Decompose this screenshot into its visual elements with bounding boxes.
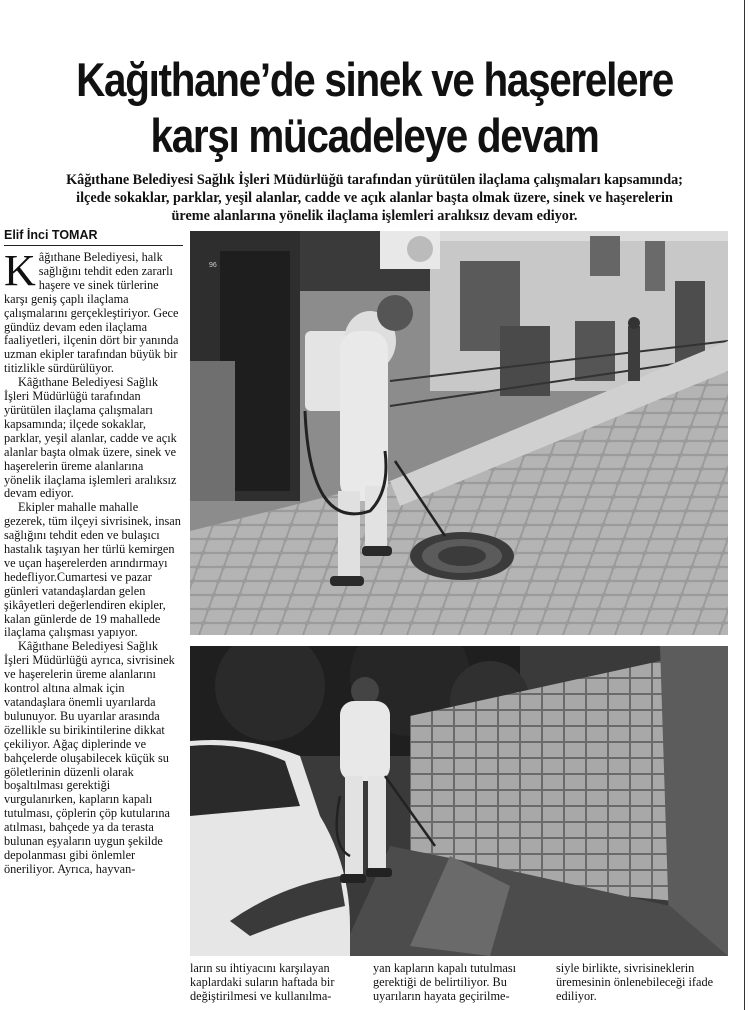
lead-paragraph <box>6 171 743 225</box>
headline-line-1: Kağıthane’de sinek ve haşerelere <box>76 53 673 106</box>
lead-line-1: Kâğıthane Belediyesi Sağlık İşleri Müdürlüğü tarafından yürütülen ilaçlama çalışmaları kapsamında; <box>66 172 683 188</box>
column-2-text: ların su ihtiyacını karşılayan kaplardaki suların haftada bir değiştirilmesi ve kullanılma- <box>190 961 335 1003</box>
column-3-text: yan kapların kapalı tutulması gerektiği de belirtiliyor. Bu uyarıların hayata geçirilme- <box>373 961 517 1003</box>
article-column-4 <box>556 962 728 1004</box>
paragraph-3: Ekipler mahalle mahalle gezerek, tüm ilçeyi sivrisinek, insan sağlığını tehdit eden ve bulaşıcı hastalık taşıyan her türlü kemirgen ve uçan haşerelerden arındırmayı hedefliyor.Cumartesi ve pazar günleri vatandaşlardan gelen şikâyetleri değerlendiren ekipler, kalan günlerde de 19 mahallede ilaçlama çalışması yapıyor. <box>4 500 181 640</box>
page-edge-rule <box>744 0 745 1010</box>
paragraph-1 <box>4 246 182 376</box>
column-4-text: siyle birlikte, sivrisineklerin üremesinin önlenebileceği ifade ediliyor. <box>556 961 714 1003</box>
author-byline: Elif İnci TOMAR <box>4 228 183 246</box>
paragraph-1-text: âğıthane Belediyesi, halk sağlığını tehdit eden zararlı haşere ve sinek türlerine karşı geniş çaplı ilaçlama çalışmalarını gerçekleştiriyor. Gece gündüz devam eden ilaçlama faaliyetleri, ilçenin dört bir yanında uzman ekipler tarafından büyük bir titizlikle sürdürülüyor. <box>4 250 179 376</box>
photo-street-spraying <box>190 231 728 635</box>
paragraph-1-text: K <box>4 246 36 295</box>
paragraph-4: Kâğıthane Belediyesi Sağlık İşleri Müdürlüğü ayrıca, sivrisinek ve haşerelerin üreme alanlarını kontrol altına almak için vatandaşlara önemli uyarılarda bulunuyor. Bu uyarılar arasında özellikle su birikintilerine dikkat çekiliyor. Ağaç diplerinde ve bahçelerde oluşabilecek küçük su göletlerinin düzenli olarak boşaltılması gerektiği vurgulanırken, kapların kapalı tutulması, çöplerin çöp kutularına atılması, bahçede ya da terasta bulunan eşyaların uygun şekilde depolanması gibi önlemler öneriliyor. Ayrıca, hayvan- <box>4 639 175 876</box>
house-number-sign: 96 <box>209 262 217 269</box>
paragraph-2: Kâğıthane Belediyesi Sağlık İşleri Müdürlüğü tarafından yürütülen ilaçlama çalışmaları kapsamında; ilçede sokaklar, parklar, yeşil alanlar, cadde ve açık alanlar başta olmak üzere, sinek ve haşerelerin üreme alanlarına yönelik ilaçlama işlemleri aralıksız devam ediyor. <box>4 375 177 501</box>
lead-line-3: üreme alanlarına yönelik ilaçlama işlemleri aralıksız devam ediyor. <box>171 208 578 224</box>
headline-line-2: karşı mücadeleye devam <box>150 109 599 162</box>
lead-line-2: ilçede sokaklar, parklar, yeşil alanlar, cadde ve açık alanlar başta olmak üzere, sinek ve haşerelerin <box>76 190 673 206</box>
article-column-2 <box>190 962 358 1004</box>
article-column-1 <box>4 246 182 877</box>
article-column-3 <box>373 962 541 1004</box>
photo-wall-spraying <box>190 646 728 956</box>
headline <box>52 52 696 164</box>
